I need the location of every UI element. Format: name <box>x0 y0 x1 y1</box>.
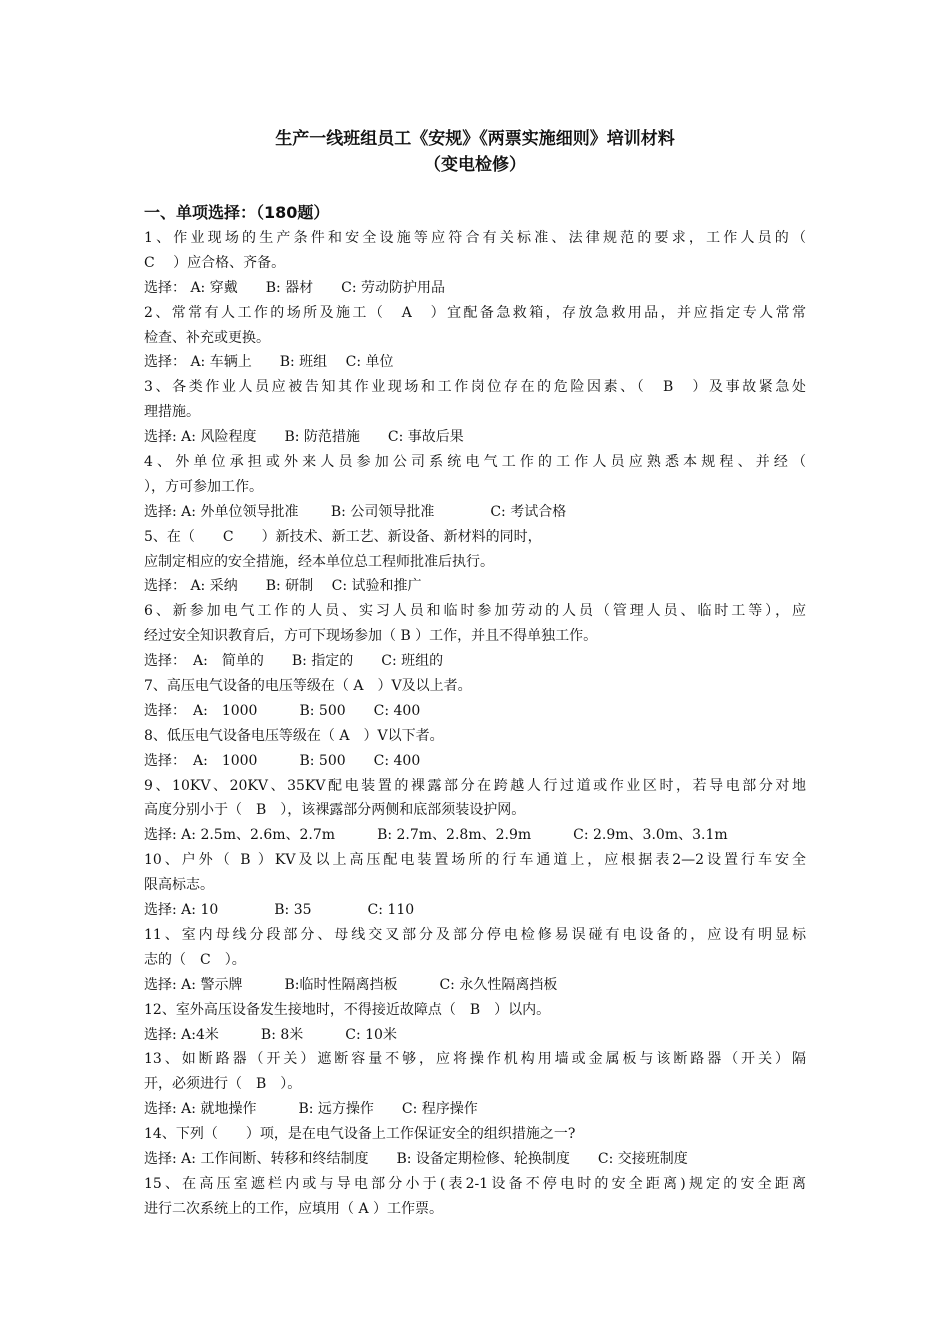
choice-line: 选择: A: 工作间断、转移和终结制度 B: 设备定期检修、轮换制度 C: 交接班制度 <box>144 1150 688 1167</box>
section-heading: 一、单项选择：（180题） <box>144 203 330 222</box>
choice-line: 选择: A: 警示牌 B:临时性隔离挡板 C: 永久性隔离挡板 <box>144 976 558 993</box>
text-line: 11、室内母线分段部分、母线交叉部分及部分停电检修易误碰有电设备的，应设有明显标 <box>144 926 806 943</box>
choice-line: 选择： A: 采纳 B: 研制 C: 试验和推广 <box>144 578 422 595</box>
text-line: 经过安全知识教育后，方可下现场参加（ B ）工作，并且不得单独工作。 <box>144 628 598 645</box>
text-line: 1、作业现场的生产条件和安全设施等应符合有关标准、法律规范的要求，工作人员的（ <box>144 230 806 246</box>
choice-line: 选择： A: 1000 B: 500 C: 400 <box>144 702 421 719</box>
text-line: 9、10KV、20KV、35KV配电装置的裸露部分在跨越人行过道或作业区时，若导电部分对地 <box>144 777 806 794</box>
text-line: 14、下列（ ）项，是在电气设备上工作保证安全的组织措施之一? <box>144 1126 576 1143</box>
text-line: 理措施。 <box>144 404 200 421</box>
text-line: 15、在高压室遮栏内或与导电部分小于(表2-1设备不停电时的安全距离)规定的安全距离 <box>144 1175 806 1192</box>
text-line: 5、在（ C ）新技术、新工艺、新设备、新材料的同时， <box>144 528 542 545</box>
text-line: 7、高压电气设备的电压等级在（ A ）V及以上者。 <box>144 678 472 695</box>
choice-line: 选择: A: 就地操作 B: 远方操作 C: 程序操作 <box>144 1101 478 1118</box>
choice-line: 选择: A: 风险程度 B: 防范措施 C: 事故后果 <box>144 429 464 446</box>
choice-line: 选择: A:4米 B: 8米 C: 10米 <box>144 1026 397 1043</box>
choice-line: 选择： A: 车辆上 B: 班组 C: 单位 <box>144 354 394 371</box>
question-list <box>144 226 806 1222</box>
choice-line: 选择: A: 2.5m、2.6m、2.7m B: 2.7m、2.8m、2.9m C: 2.9m、3.0m、3.1m <box>144 827 728 844</box>
text-line: 应制定相应的安全措施，经本单位总工程师批准后执行。 <box>144 553 494 570</box>
text-line: 4、外单位承担或外来人员参加公司系统电气工作的工作人员应熟悉本规程、并经（ <box>144 454 806 471</box>
text-line: 10、户外（ B ）KV及以上高压配电装置场所的行车通道上，应根据表2—2设置行车安全 <box>144 852 806 869</box>
text-line: 检查、补充或更换。 <box>144 329 270 346</box>
text-line: 12、室外高压设备发生接地时，不得接近故障点（ B ）以内。 <box>144 1001 551 1018</box>
text-line: 开，必须进行（ B ）。 <box>144 1076 302 1093</box>
text-line: 高度分别小于（ B ），该裸露部分两侧和底部须装设护网。 <box>144 802 526 819</box>
text-line: 6、新参加电气工作的人员、实习人员和临时参加劳动的人员（管理人员、临时工等），应 <box>144 603 806 620</box>
choice-line: 选择： A: 穿戴 B: 器材 C: 劳动防护用品 <box>144 279 446 296</box>
text-line: 13、如断路器（开关）遮断容量不够，应将操作机构用墙或金属板与该断路器（开关）隔 <box>144 1051 806 1068</box>
text-line: ），方可参加工作。 <box>144 478 263 495</box>
choice-line: 选择: A: 外单位领导批准 B: 公司领导批准 C: 考试合格 <box>144 503 567 520</box>
text-line: 3、各类作业人员应被告知其作业现场和工作岗位存在的危险因素、（ B ）及事故紧急处 <box>144 379 806 396</box>
document-title: 生产一线班组员工《安规》《两票实施细则》培训材料 <box>275 129 675 149</box>
text-line: C ）应合格、齐备。 <box>144 254 286 271</box>
text-line: 限高标志。 <box>144 877 214 894</box>
text-line: 8、低压电气设备电压等级在（ A ）V以下者。 <box>144 727 444 744</box>
choice-line: 选择: A: 10 B: 35 C: 110 <box>144 902 415 919</box>
text-line: 进行二次系统上的工作，应填用（ A ）工作票。 <box>144 1200 444 1217</box>
choice-line: 选择： A: 简单的 B: 指定的 C: 班组的 <box>144 653 444 670</box>
choice-line: 选择： A: 1000 B: 500 C: 400 <box>144 752 421 769</box>
document-subtitle: （变电检修） <box>424 155 526 175</box>
text-line: 志的（ C ）。 <box>144 951 246 968</box>
text-line: 2、常常有人工作的场所及施工（ A ）宜配备急救箱，存放急救用品，并应指定专人常常 <box>144 304 806 321</box>
